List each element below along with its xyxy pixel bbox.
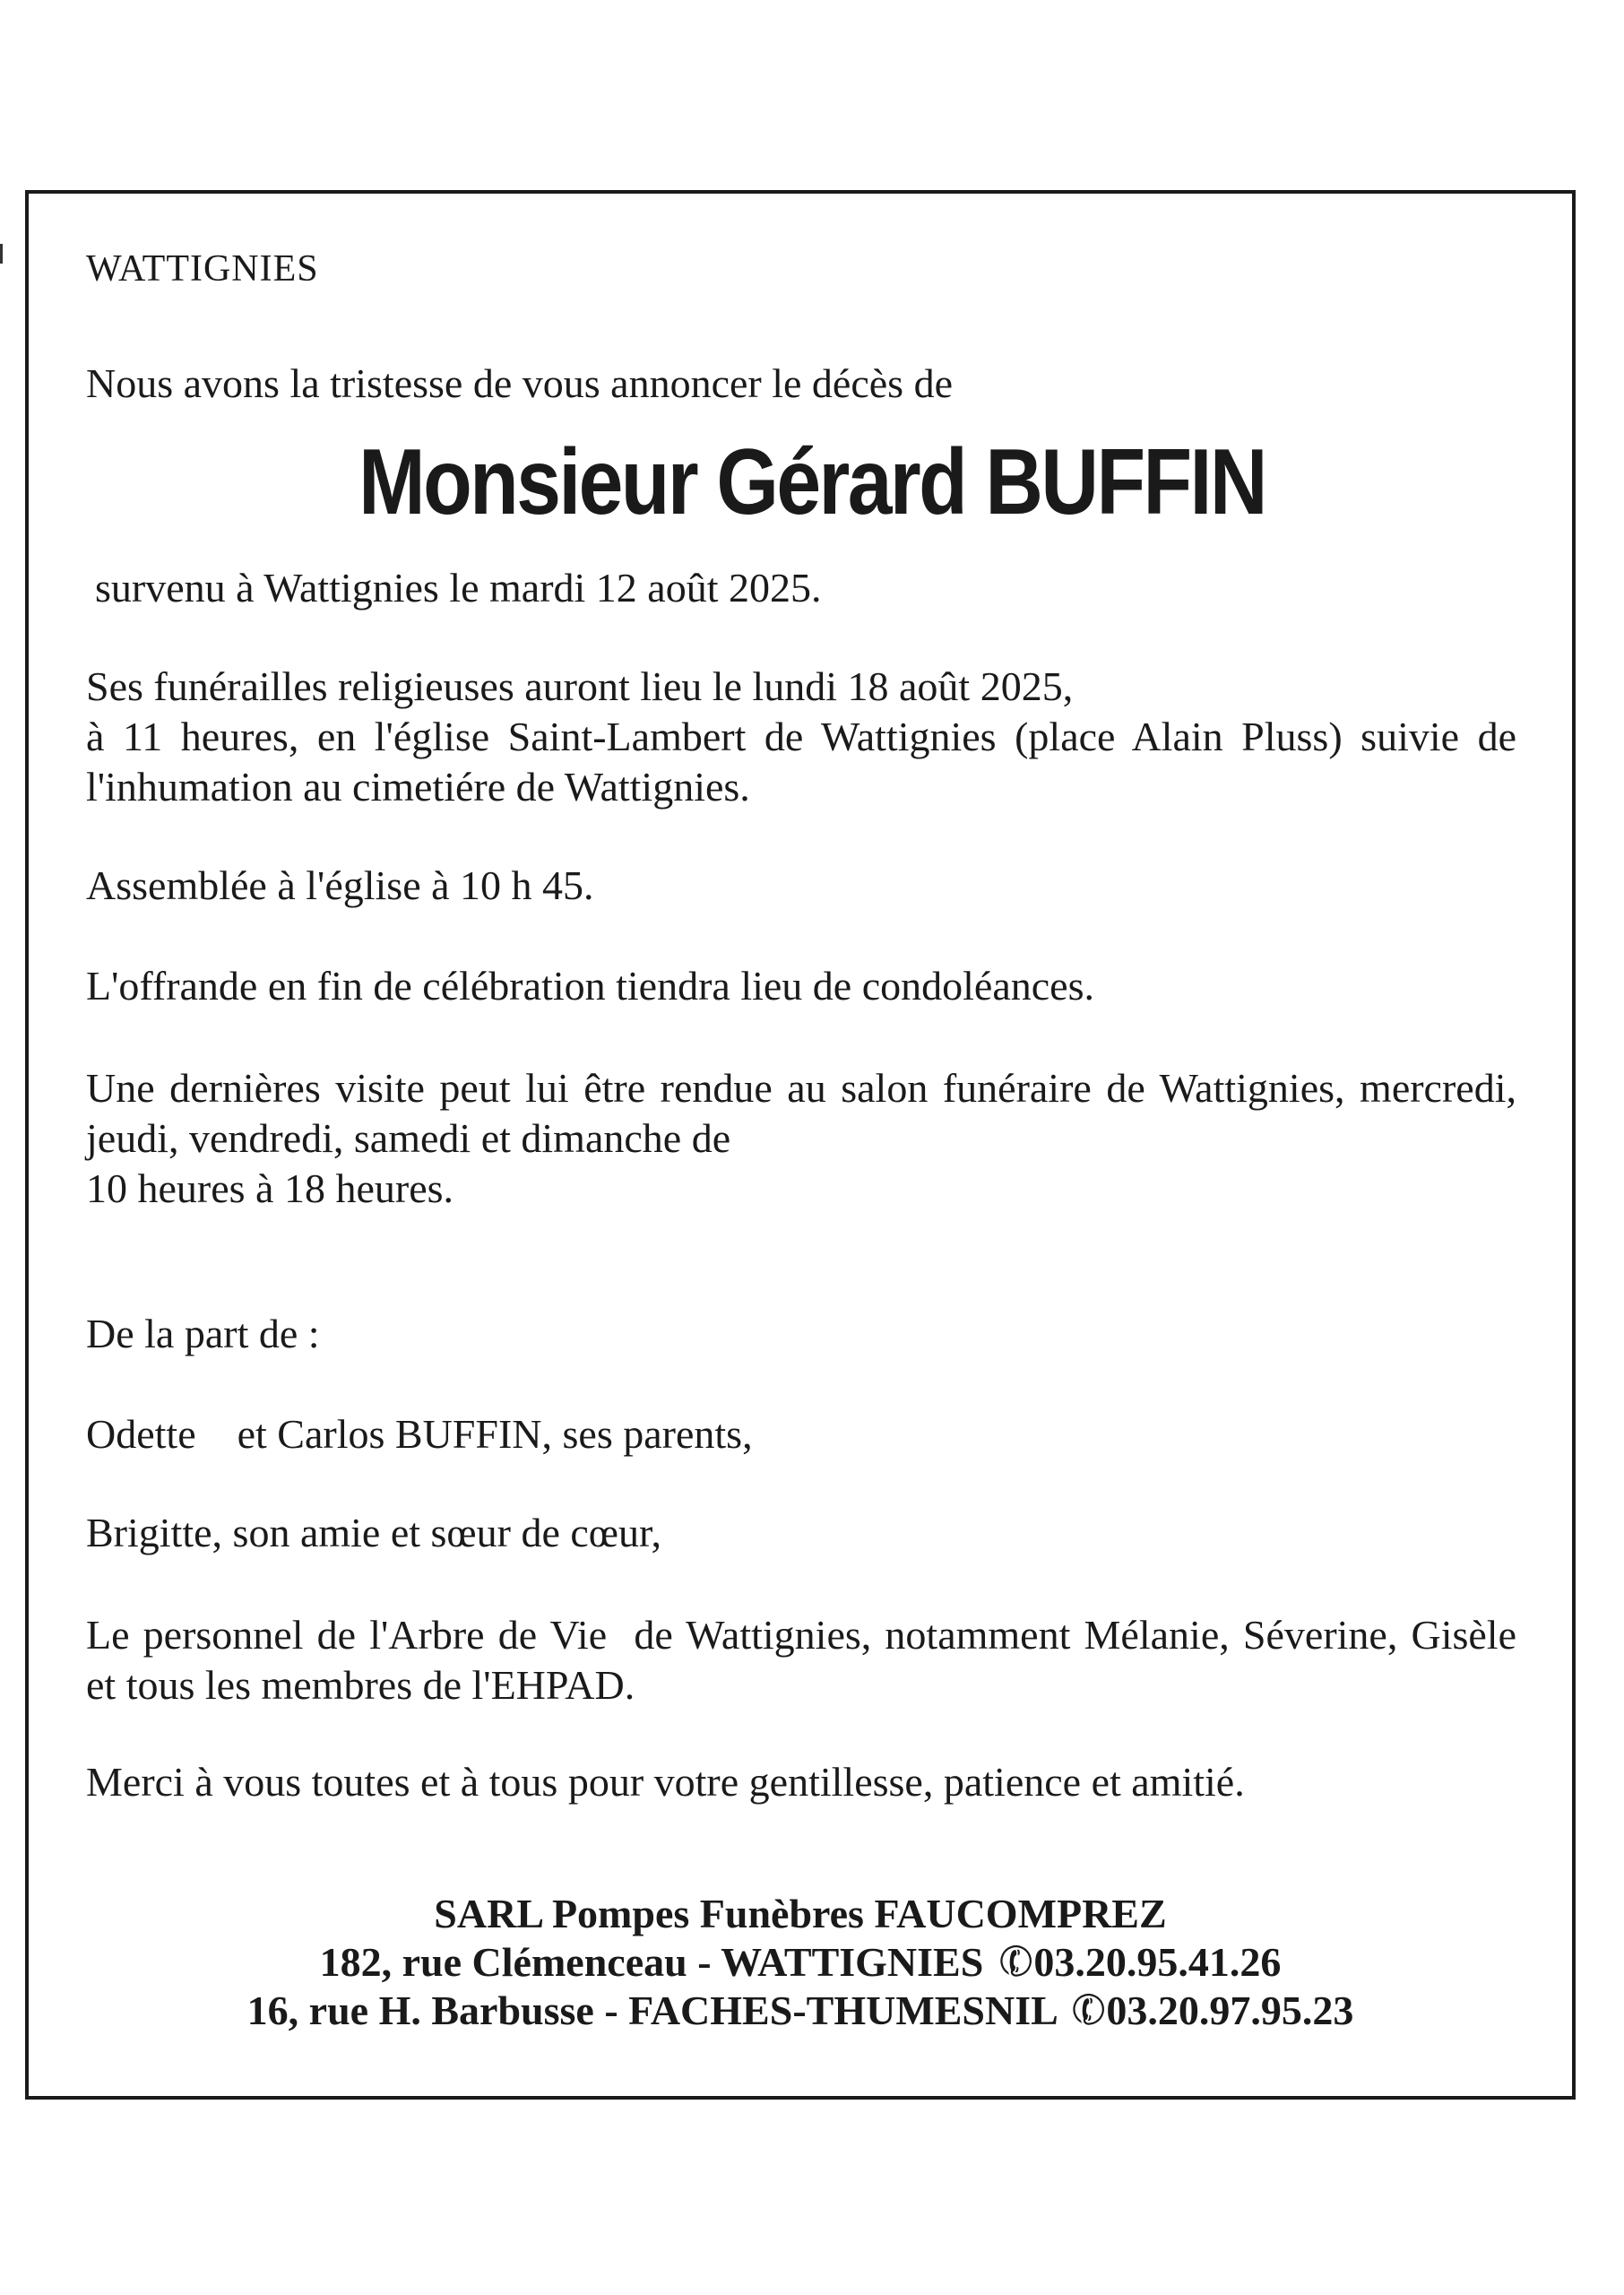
assembly-text: Assemblée à l'église à 10 h 45.: [86, 862, 594, 908]
telephone-icon: ✆: [1065, 1982, 1113, 2039]
funeral-company: [25, 1890, 1576, 2039]
family-friend: Brigitte, son amie et sœur de cœur,: [86, 1510, 662, 1555]
town-heading: WATTIGNIES: [86, 248, 319, 290]
address-2: 16, rue H. Barbusse - FACHES-THUMESNIL: [246, 1988, 1067, 2033]
from-label: De la part de :: [86, 1311, 320, 1356]
phone-2: 03.20.97.95.23: [1106, 1988, 1354, 2033]
visit-hours: 10 heures à 18 heures.: [86, 1165, 454, 1211]
telephone-icon: ✆: [992, 1934, 1041, 1990]
family-staff: Le personnel de l'Arbre de Vie de Wattignies, notamment Mélanie, Séverine, Gisèle et tous les membres de l'EHPAD.: [86, 1612, 1527, 1708]
family-parents: Odette et Carlos BUFFIN, ses parents,: [86, 1411, 753, 1457]
thanks-text: Merci à vous toutes et à tous pour votre gentillesse, patience et amitié.: [86, 1759, 1245, 1805]
offering-text: L'offrande en fin de célébration tiendra lieu de condoléances.: [86, 963, 1094, 1009]
deceased-name: Monsieur Gérard BUFFIN: [358, 430, 1266, 534]
funeral-line-1: Ses funérailles religieuses auront lieu le lundi 18 août 2025,: [86, 663, 1074, 709]
address-1: 182, rue Clémenceau - WATTIGNIES: [319, 1939, 994, 1985]
intro-text: Nous avons la tristesse de vous annoncer le décès de: [86, 360, 953, 406]
phone-1: 03.20.95.41.26: [1033, 1939, 1282, 1985]
company-address-1: [25, 1934, 1576, 1990]
company-address-2: [25, 1982, 1576, 2039]
visit-text: Une dernières visite peut lui être rendue au salon funéraire de Wattignies, mercredi, jeudi, vendredi, samedi et dimanche de: [86, 1065, 1516, 1161]
funeral-line-2: à 11 heures, en l'église Saint-Lambert de Wattignies (place Alain Pluss) suivie de l'inhumation au cimetiére de Wattignies.: [86, 714, 1516, 810]
death-info: survenu à Wattignies le mardi 12 août 2025.: [95, 565, 822, 611]
company-name: SARL Pompes Funèbres FAUCOMPREZ: [434, 1891, 1167, 1936]
scan-edge-mark: [0, 244, 3, 264]
